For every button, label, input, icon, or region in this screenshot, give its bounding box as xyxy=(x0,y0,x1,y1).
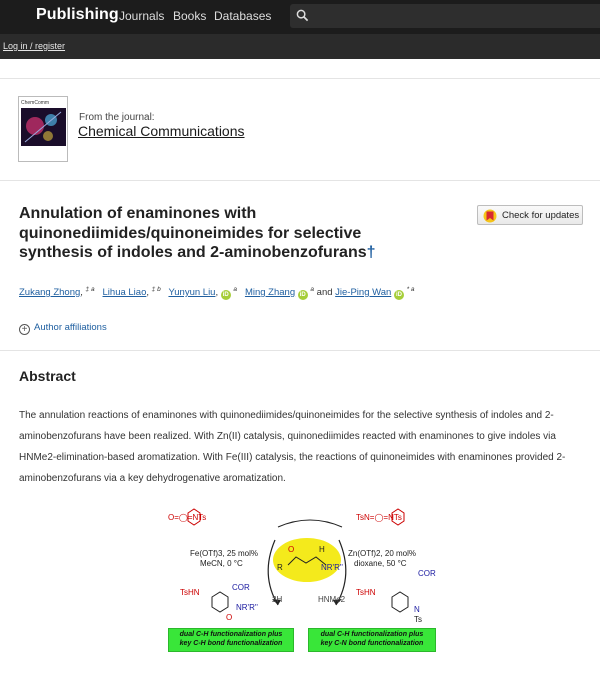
from-journal-label: From the journal: xyxy=(79,112,155,123)
esi-dagger-link[interactable]: † xyxy=(366,244,376,261)
author-affiliations-label: Author affiliations xyxy=(34,322,107,333)
abstract-heading: Abstract xyxy=(19,368,76,384)
author-link[interactable]: Ming Zhang xyxy=(244,287,296,299)
right-byproduct: HNMe2 xyxy=(318,595,346,604)
right-product-label: TsHN xyxy=(356,588,376,597)
left-byproduct: 2H xyxy=(272,595,283,604)
right-highlight-line: dual C-H functionalization plus xyxy=(320,631,424,638)
orcid-icon[interactable]: iD xyxy=(395,292,402,299)
author-link[interactable]: Lihua Liao xyxy=(102,287,147,299)
center-label: H xyxy=(319,545,325,554)
orcid-icon[interactable]: iD xyxy=(299,292,306,299)
center-label: R xyxy=(277,563,283,572)
graphical-abstract[interactable] xyxy=(160,505,455,655)
nav-books[interactable]: Books xyxy=(173,9,207,23)
cover-artwork xyxy=(21,108,66,146)
abstract-text: The annulation reactions of enaminones with quinonediimides/quinoneimides for the selective synthesis of indoles and 2-aminobenzofurans have been realized. With Zn(II) catalysis, quinonediimides reacted with enaminones to give indoles via HNMe2-elimination-based aromatization. With Fe(III) catalysis, the reactions of quinoneimides with enaminones provided 2-aminobenzofurans via a key dehydrogenative aromatization. xyxy=(19,410,566,484)
check-for-updates-label: Check for updates xyxy=(502,210,580,221)
nav-journals[interactable]: Journals xyxy=(119,9,165,23)
center-label: NR'R'' xyxy=(321,563,343,572)
left-conditions: Fe(OTf)3, 25 mol% xyxy=(190,549,259,558)
author-marks: ‡ b xyxy=(151,286,161,293)
search-input[interactable] xyxy=(290,4,600,28)
cover-title: ChemComm xyxy=(21,100,50,106)
article-title xyxy=(19,204,439,263)
nav-databases[interactable]: Databases xyxy=(214,9,272,23)
expand-plus-icon: + xyxy=(19,324,30,335)
divider xyxy=(0,180,600,181)
right-product-ring xyxy=(392,592,408,612)
author-marks: ‡ a xyxy=(85,286,95,293)
author-list: Zukang Zhong, $^{\ddagger a}$ Lihua Liao, $^{\ddagger b}$ Yunyun Liu, iD $^a$ Ming Zhang iD $^a$ and Jie-Ping Wan iD $^{* a}$ xyxy=(19,286,415,299)
author-marks: * a xyxy=(406,286,415,293)
left-product-label: TsHN xyxy=(180,588,200,597)
right-reagent: TsN=◯=NTs xyxy=(356,513,402,522)
journal-name-link[interactable]: Chemical Communications xyxy=(78,123,245,139)
left-conditions: MeCN, 0 °C xyxy=(200,559,243,568)
author-marks: a xyxy=(233,286,238,293)
top-navigation-bar xyxy=(0,0,600,34)
author-affiliations-toggle[interactable] xyxy=(19,322,107,335)
crossmark-icon xyxy=(483,209,497,223)
left-reagent: O=◯=NTs xyxy=(168,513,207,522)
check-for-updates-button[interactable] xyxy=(477,205,583,225)
journal-cover-image[interactable] xyxy=(18,96,68,162)
right-highlight-line: key C-N bond functionalization xyxy=(320,640,424,647)
left-highlight-line: dual C-H functionalization plus xyxy=(179,631,283,638)
author-link[interactable]: Zukang Zhong xyxy=(19,287,81,299)
center-label: O xyxy=(288,545,295,554)
search-icon[interactable] xyxy=(296,9,309,22)
left-product-ring xyxy=(212,592,228,612)
author-link[interactable]: Yunyun Liu xyxy=(168,287,216,299)
divider xyxy=(0,350,600,351)
login-register-link[interactable]: Log in / register xyxy=(3,41,66,51)
orcid-icon[interactable]: iD xyxy=(222,292,229,299)
and-word: and xyxy=(316,287,333,299)
right-product-label: Ts xyxy=(414,615,422,624)
author-link[interactable]: Jie-Ping Wan xyxy=(335,287,392,299)
left-highlight-box xyxy=(168,628,294,652)
left-highlight-line: key C-H bond functionalization xyxy=(179,640,283,647)
author-marks: a xyxy=(310,286,315,293)
right-product-label: COR xyxy=(418,569,436,578)
brand-logo[interactable]: Publishing xyxy=(36,6,119,23)
right-conditions: Zn(OTf)2, 20 mol% xyxy=(348,549,417,558)
right-product-label: N xyxy=(414,605,420,614)
left-product-label: COR xyxy=(232,583,250,592)
divider xyxy=(0,78,600,79)
left-product-label: O xyxy=(226,613,233,622)
account-bar xyxy=(0,34,600,59)
right-conditions: dioxane, 50 °C xyxy=(354,559,407,568)
left-product-label: NR'R'' xyxy=(236,603,258,612)
article-title-text: Annulation of enaminones with quinonediimides/quinoneimides for selective synthesis of indoles and 2-aminobenzofurans xyxy=(19,205,367,261)
enaminone-highlight xyxy=(273,538,341,582)
right-highlight-box xyxy=(308,628,436,652)
